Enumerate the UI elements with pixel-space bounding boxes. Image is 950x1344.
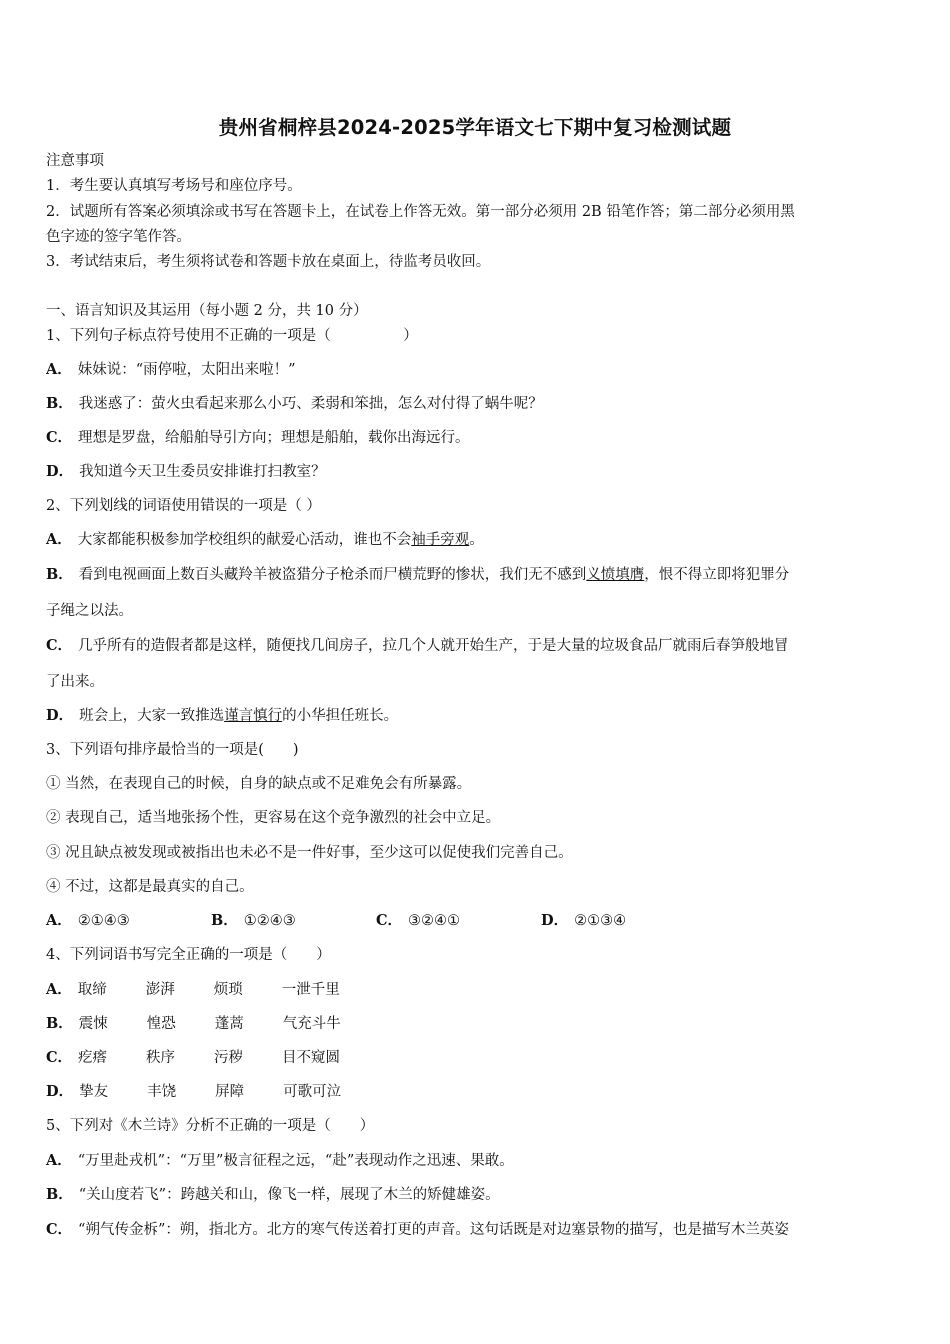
q1-option-d: D． 我知道今天卫生委员安排谁打扫教室？ (46, 463, 326, 480)
q3-sentence-2: ② 表现自己，适当地张扬个性，更容易在这个竞争激烈的社会中立足。 (46, 810, 501, 826)
q2-option-c: C． 几乎所有的造假者都是这样，随便找几间房子，拉几个人就开始生产，于是大量的垃圾食品厂就雨后春笋般地冒 (46, 637, 789, 654)
q2-option-a: A． 大家都能积极参加学校组织的献爱心活动，谁也不会袖手旁观。 (46, 531, 484, 548)
q1-option-c: C． 理想是罗盘，给船舶导引方向；理想是船舶，载你出海远行。 (46, 429, 470, 446)
q5-option-c: C． “朔气传金柝”：朔，指北方。北方的寒气传送着打更的声音。这句话既是对边塞景物的描写，也是描写木兰英姿 (46, 1221, 789, 1238)
q3-options (46, 912, 626, 930)
q3-option-b: B． ①②④③ (211, 912, 296, 929)
q2-stem: 2、下列划线的词语使用错误的一项是（ ） (46, 498, 321, 514)
q3-sentence-1: ① 当然，在表现自己的时候，自身的缺点或不足难免会有所暴露。 (46, 776, 472, 792)
q2-option-c-cont: 了出来。 (46, 674, 104, 690)
notice-item-3: 3．考试结束后，考生须将试卷和答题卡放在桌面上，待监考员收回。 (46, 254, 491, 270)
q3-option-d: D． ②①③④ (541, 912, 627, 929)
q4-option-c: C． 疙瘩 秩序 污秽 目不窥圆 (46, 1049, 341, 1066)
q2-option-d: D． 班会上，大家一致推选谨言慎行的小华担任班长。 (46, 707, 399, 724)
q3-stem: 3、下列语句排序最恰当的一项是( ) (46, 742, 299, 758)
notice-item-2-cont: 色字迹的签字笔作答。 (46, 229, 191, 245)
q1-stem: 1、下列句子标点符号使用不正确的一项是（ ） (46, 328, 418, 344)
q3-sentence-4: ④ 不过，这都是最真实的自己。 (46, 879, 254, 895)
section-heading: 一、语言知识及其运用（每小题 2 分，共 10 分） (46, 303, 368, 319)
q4-option-d: D． 挚友 丰饶 屏障 可歌可泣 (46, 1083, 342, 1100)
q2-option-b-cont: 子绳之以法。 (46, 603, 133, 619)
q4-option-a: A． 取缔 澎湃 烦琐 一泄千里 (46, 981, 340, 998)
q5-option-b: B． “关山度若飞”：跨越关和山，像飞一样，展现了木兰的矫健雄姿。 (46, 1186, 500, 1203)
q3-option-a: A． ②①④③ (46, 912, 130, 929)
q1-option-b: B． 我迷惑了：萤火虫看起来那么小巧、柔弱和笨拙，怎么对付得了蜗牛呢？ (46, 395, 543, 412)
q4-stem: 4、下列词语书写完全正确的一项是（ ） (46, 947, 331, 963)
notice-heading: 注意事项 (46, 153, 104, 169)
q2-option-b: B． 看到电视画面上数百头藏羚羊被盗猎分子枪杀而尸横荒野的惨状，我们无不感到义愤填膺，恨不得立即将犯罪分 (46, 566, 790, 583)
q3-sentence-3: ③ 况且缺点被发现或被指出也未必不是一件好事，至少这可以促使我们完善自己。 (46, 845, 573, 861)
notice-item-2: 2．试题所有答案必须填涂或书写在答题卡上，在试卷上作答无效。第一部分必须用 2B 铅笔作答；第二部分必须用黑 (46, 204, 795, 220)
notice-item-1: 1．考生要认真填写考场号和座位序号。 (46, 178, 302, 194)
q3-option-c: C． ③②④① (376, 912, 461, 929)
q5-stem: 5、下列对《木兰诗》分析不正确的一项是（ ） (46, 1118, 375, 1134)
page-title: 贵州省桐梓县2024-2025学年语文七下期中复习检测试题 (218, 116, 732, 139)
q4-option-b: B． 震悚 惶恐 蓬蒿 气充斗牛 (46, 1015, 341, 1032)
q5-option-a: A． “万里赴戎机”：“万里”极言征程之远，“赴”表现动作之迅速、果敢。 (46, 1152, 514, 1169)
q1-option-a: A． 妹妹说：“雨停啦，太阳出来啦！” (46, 361, 296, 378)
